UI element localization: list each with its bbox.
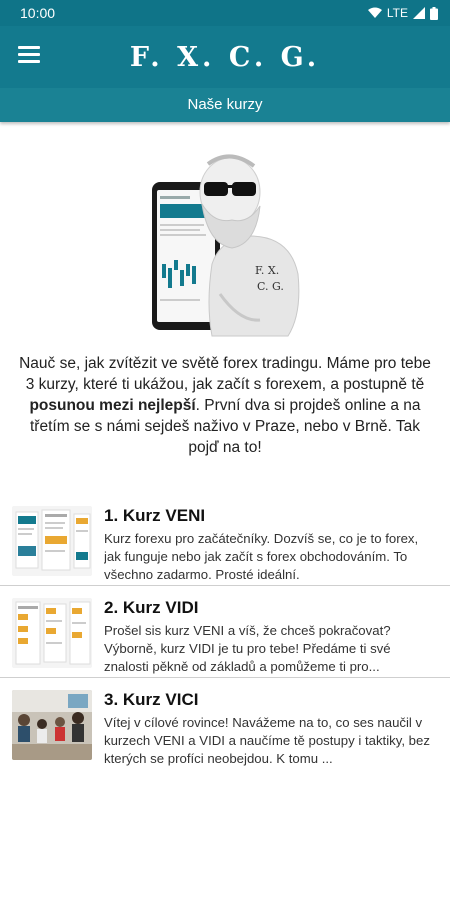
- course-description: Prošel sis kurz VENI a víš, že chceš pokračovat? Výborně, kurz VIDI je tu pro tebe! Předáme ti své znalosti pěkně od základů a pomůžeme ti pro...: [104, 623, 391, 674]
- course-item-veni[interactable]: [0, 494, 450, 586]
- course-description: Kurz forexu pro začátečníky. Dozvíš se, co je to forex, jak funguje nebo jak začít s forex obchodováním. To všechno zadarmo. Prosté ideální.: [104, 531, 419, 582]
- battery-icon: [430, 7, 438, 20]
- course-description: Vítej v cílové rovince! Navážeme na to, co ses naučil v kurzech VENI a VIDI a naučíme tě postupy i taktiky, bez kterých se profíci neobejdou. K tomu ...: [104, 715, 430, 766]
- course-item-vidi[interactable]: [0, 586, 450, 678]
- menu-icon[interactable]: [18, 46, 40, 66]
- status-time: 10:00: [20, 5, 56, 21]
- intro-part-1: Nauč se, jak zvítězit ve světě forex tradingu. Máme pro tebe 3 kurzy, které ti ukážou, jak začít s forexem, a postupně tě: [19, 355, 431, 393]
- hero-illustration: [0, 122, 450, 347]
- statue-text-2: C. G.: [257, 280, 284, 293]
- statue-text-1: F. X.: [255, 264, 280, 277]
- status-icons: [368, 6, 438, 20]
- status-bar: [0, 0, 450, 26]
- intro-bold: posunou mezi nejlepší: [29, 397, 196, 414]
- network-label: LTE: [386, 6, 408, 20]
- course-title: 3. Kurz VICI: [104, 690, 199, 709]
- signal-icon: [413, 7, 425, 19]
- course-title: 2. Kurz VIDI: [104, 598, 199, 617]
- page-title: Naše kurzy: [0, 88, 450, 122]
- course-thumbnail-veni: [12, 506, 92, 576]
- course-thumbnail-vici: [12, 690, 92, 760]
- course-list: [0, 494, 450, 770]
- course-thumbnail-vidi: [12, 598, 92, 668]
- wifi-icon: [368, 7, 382, 19]
- intro-text: [0, 353, 450, 458]
- app-logo: F. X. C. G.: [129, 41, 321, 73]
- course-item-vici[interactable]: [0, 678, 450, 770]
- app-bar: [0, 26, 450, 88]
- course-title: 1. Kurz VENI: [104, 506, 206, 525]
- intro-part-2: . První dva si projdeš online a na třetím se s námi sejdeš naživo v Praze, nebo v Brně. Tak pojď na to!: [30, 397, 421, 456]
